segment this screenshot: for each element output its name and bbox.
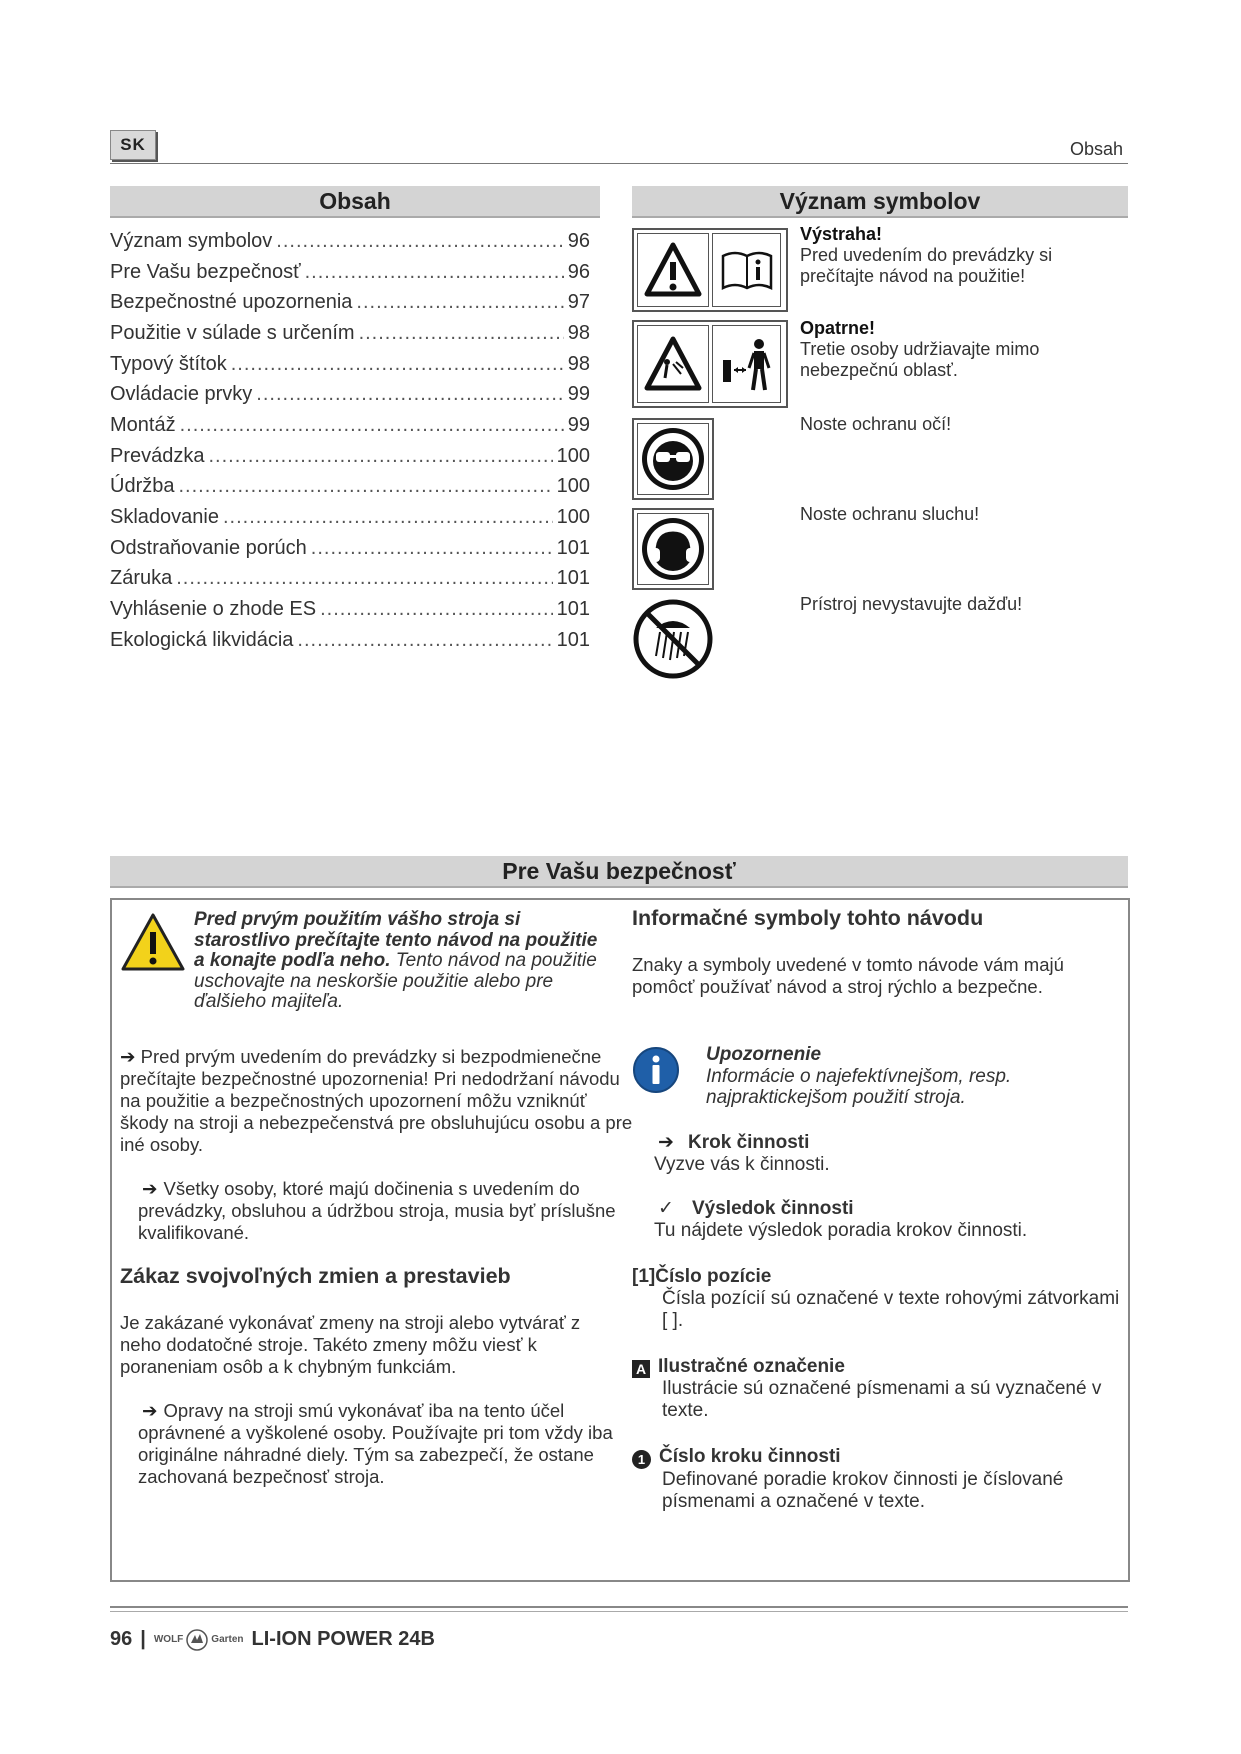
result-text: Tu nájdete výsledok poradia krokov činnosti. <box>654 1220 1028 1241</box>
footer-rule-thin <box>110 1611 1128 1612</box>
modification-heading: Zákaz svojvoľných zmien a prestavieb <box>120 1264 511 1288</box>
toc-entry[interactable] <box>110 502 590 533</box>
toc-entry-page: 101 <box>556 598 590 621</box>
toc-entry[interactable] <box>110 379 590 410</box>
eye-protection-symbol <box>632 418 714 500</box>
result-heading: Výsledok činnosti <box>692 1198 854 1219</box>
table-of-contents <box>110 226 590 656</box>
step-number-block <box>632 1446 1122 1513</box>
caution-flying-debris-icon <box>637 325 709 403</box>
warning-text <box>800 224 1120 287</box>
toc-leader-dots <box>356 291 563 314</box>
toc-entry-title: Odstraňovanie porúch <box>110 536 307 559</box>
hearing-protection-icon <box>637 513 709 585</box>
toc-entry-title: Pre Vašu bezpečnosť <box>110 260 301 283</box>
step-number-heading: Číslo kroku činnosti <box>659 1446 841 1467</box>
illustration-block <box>632 1356 1122 1422</box>
toc-entry-title: Bezpečnostné upozornenia <box>110 291 353 314</box>
step-heading: Krok činnosti <box>688 1132 810 1153</box>
no-rain-icon <box>632 598 714 680</box>
safety-title: Pre Vašu bezpečnosť <box>110 856 1128 888</box>
note-block <box>706 1044 1106 1109</box>
product-name: LI-ION POWER 24B <box>251 1628 435 1650</box>
illustration-heading: Ilustračné označenie <box>658 1356 845 1377</box>
toc-entry-page: 99 <box>567 413 590 436</box>
toc-entry-title: Prevádzka <box>110 444 205 467</box>
toc-entry-page: 96 <box>567 260 590 283</box>
footer-rule <box>110 1606 1128 1608</box>
toc-entry[interactable] <box>110 625 590 656</box>
toc-entry-page: 97 <box>567 291 590 314</box>
toc-entry-title: Ovládacie prvky <box>110 383 253 406</box>
toc-entry-page: 98 <box>567 321 590 344</box>
toc-entry[interactable] <box>110 410 590 441</box>
safety-bullet-2-text: Všetky osoby, ktoré majú dočinenia s uvedením do prevádzky, obsluhou a údržbou stroja, musia byť príslušne kvalifikované. <box>138 1178 616 1243</box>
toc-entry-title: Skladovanie <box>110 506 219 529</box>
toc-leader-dots <box>305 261 564 284</box>
toc-entry-page: 100 <box>556 506 590 529</box>
toc-leader-dots <box>297 629 552 652</box>
footer-separator: | <box>140 1628 146 1650</box>
toc-leader-dots <box>209 445 553 468</box>
header-rule <box>110 163 1128 164</box>
toc-leader-dots <box>176 567 552 590</box>
safety-bullet-1 <box>120 1046 640 1156</box>
header-section-name: Obsah <box>1069 139 1123 159</box>
hearing-protection-text: Noste ochranu sluchu! <box>800 504 980 524</box>
arrow-icon: ➔ <box>142 1400 158 1421</box>
brand-logo-top: WOLF <box>153 1634 184 1645</box>
position-block <box>632 1266 1122 1332</box>
illustration-text: Ilustrácie sú označené písmenami a sú vyznačené v texte. <box>662 1378 1102 1421</box>
safety-bullet-1-text: Pred prvým uvedením do prevádzky si bezpodmienečne prečítajte bezpečnostné upozornenia! Pri nedodržaní návodu na použitie a bezpečnostných upozornení môžu vzniknúť škody na stroji a nebezpečenstvá pre obsluhujúcu osobu a pre iné osoby. <box>120 1046 633 1155</box>
safety-bullet-2 <box>120 1178 640 1244</box>
toc-entry-page: 101 <box>556 628 590 651</box>
no-rain-symbol <box>632 598 714 680</box>
toc-entry[interactable] <box>110 318 590 349</box>
toc-entry[interactable] <box>110 594 590 625</box>
toc-leader-dots <box>180 414 564 437</box>
toc-leader-dots <box>231 353 564 376</box>
position-heading: Číslo pozície <box>655 1266 772 1287</box>
warning-manual-symbol <box>632 228 788 312</box>
eye-protection-icon <box>637 423 709 495</box>
modification-bullet-text: Opravy na stroji smú vykonávať iba na tento účel oprávnené a vyškolené osoby. Používajte pri tom vždy iba originálne náhradné diely. Tým sa zabezpečí, že ostane zachovaná bezpečnosť stroja. <box>138 1400 613 1487</box>
toc-entry-page: 100 <box>556 444 590 467</box>
brand-logo-bottom: Garten <box>211 1634 244 1645</box>
keep-distance-person-icon <box>712 325 781 403</box>
toc-leader-dots <box>223 506 553 529</box>
toc-leader-dots <box>311 537 553 560</box>
illustration-marker-icon: A <box>632 1360 650 1378</box>
position-marker: [1] <box>632 1266 656 1287</box>
warning-triangle-icon <box>637 233 709 307</box>
manual-book-icon <box>712 233 781 307</box>
toc-entry-page: 98 <box>567 352 590 375</box>
toc-entry-title: Ekologická likvidácia <box>110 628 294 651</box>
language-badge: SK <box>110 130 156 160</box>
note-text: Informácie o najefektívnejšom, resp. najpraktickejšom použití stroja. <box>706 1065 1012 1108</box>
modification-bullet <box>120 1400 644 1488</box>
toc-entry-title: Typový štítok <box>110 352 227 375</box>
toc-entry-title: Význam symbolov <box>110 229 273 252</box>
modification-text: Je zakázané vykonávať zmeny na stroji alebo vytvárať z neho dodatočné stroje. Takéto zmeny môžu viesť k poraneniam osôb a k chybným funkciám. <box>120 1312 581 1377</box>
toc-entry-page: 100 <box>556 475 590 498</box>
toc-leader-dots <box>276 230 563 253</box>
warning-box-normal: Tento návod na použitie uschovajte na neskoršie použitie alebo pre ďalšieho majiteľa. <box>194 950 597 1012</box>
toc-entry[interactable] <box>110 472 590 503</box>
caution-text <box>800 318 1120 381</box>
toc-entry-title: Použitie v súlade s určením <box>110 321 355 344</box>
toc-leader-dots <box>359 322 564 345</box>
check-icon: ✓ <box>658 1198 674 1219</box>
toc-title: Obsah <box>110 186 600 218</box>
toc-entry-page: 99 <box>567 383 590 406</box>
symbols-title: Význam symbolov <box>632 186 1128 218</box>
note-heading: Upozornenie <box>706 1044 822 1065</box>
warning-yellow-icon <box>120 912 186 972</box>
no-rain-text: Prístroj nevystavujte dažďu! <box>800 594 1023 614</box>
toc-entry[interactable] <box>110 257 590 288</box>
toc-entry[interactable] <box>110 226 590 257</box>
footer <box>110 1628 435 1651</box>
toc-entry-title: Údržba <box>110 475 175 498</box>
result-block <box>654 1198 1114 1242</box>
toc-entry-page: 96 <box>567 229 590 252</box>
arrow-icon: ➔ <box>142 1178 158 1199</box>
warning-description: Pred uvedením do prevádzky si prečítajte návod na použitie! <box>800 245 1053 286</box>
caution-bystander-symbol <box>632 320 788 408</box>
warning-box-text <box>194 910 604 1013</box>
info-symbols-text: Znaky a symboly uvedené v tomto návode vám majú pomôcť používať návod a stroj rýchlo a bezpečne. <box>632 954 1064 997</box>
toc-entry[interactable] <box>110 533 590 564</box>
toc-leader-dots <box>320 598 553 621</box>
page-number: 96 <box>110 1628 133 1650</box>
caution-heading: Opatrne! <box>800 318 876 338</box>
eye-protection-text: Noste ochranu očí! <box>800 414 952 434</box>
toc-entry[interactable] <box>110 287 590 318</box>
warning-heading: Výstraha! <box>800 224 883 244</box>
toc-entry-page: 101 <box>556 536 590 559</box>
toc-entry-title: Montáž <box>110 413 176 436</box>
warning-box-bold: Pred prvým použitím vášho stroja si starostlivo prečítajte tento návod na použitie a konajte podľa neho. <box>194 909 598 971</box>
step-text: Vyzve vás k činnosti. <box>654 1154 830 1175</box>
position-text: Čísla pozícií sú označené v texte rohovými zátvorkami [ ]. <box>662 1288 1120 1331</box>
toc-entry[interactable] <box>110 564 590 595</box>
info-symbols-heading: Informačné symboly tohto návodu <box>632 906 984 930</box>
step-number-marker-icon: 1 <box>632 1450 651 1469</box>
toc-entry[interactable] <box>110 349 590 380</box>
toc-leader-dots <box>178 475 552 498</box>
caution-description: Tretie osoby udržiavajte mimo nebezpečnú oblasť. <box>800 339 1040 380</box>
toc-entry[interactable] <box>110 441 590 472</box>
arrow-icon: ➔ <box>658 1132 674 1153</box>
arrow-icon: ➔ <box>120 1046 136 1067</box>
toc-entry-page: 101 <box>556 567 590 590</box>
brand-emblem-icon <box>186 1629 208 1651</box>
step-number-text: Definované poradie krokov činnosti je číslované písmenami a označené v texte. <box>662 1469 1064 1512</box>
info-icon <box>632 1046 680 1094</box>
toc-entry-title: Záruka <box>110 567 173 590</box>
toc-leader-dots <box>256 383 563 406</box>
toc-entry-title: Vyhlásenie o zhode ES <box>110 598 317 621</box>
brand-logo <box>154 1629 244 1651</box>
hearing-protection-symbol <box>632 508 714 590</box>
step-block <box>654 1132 1114 1176</box>
